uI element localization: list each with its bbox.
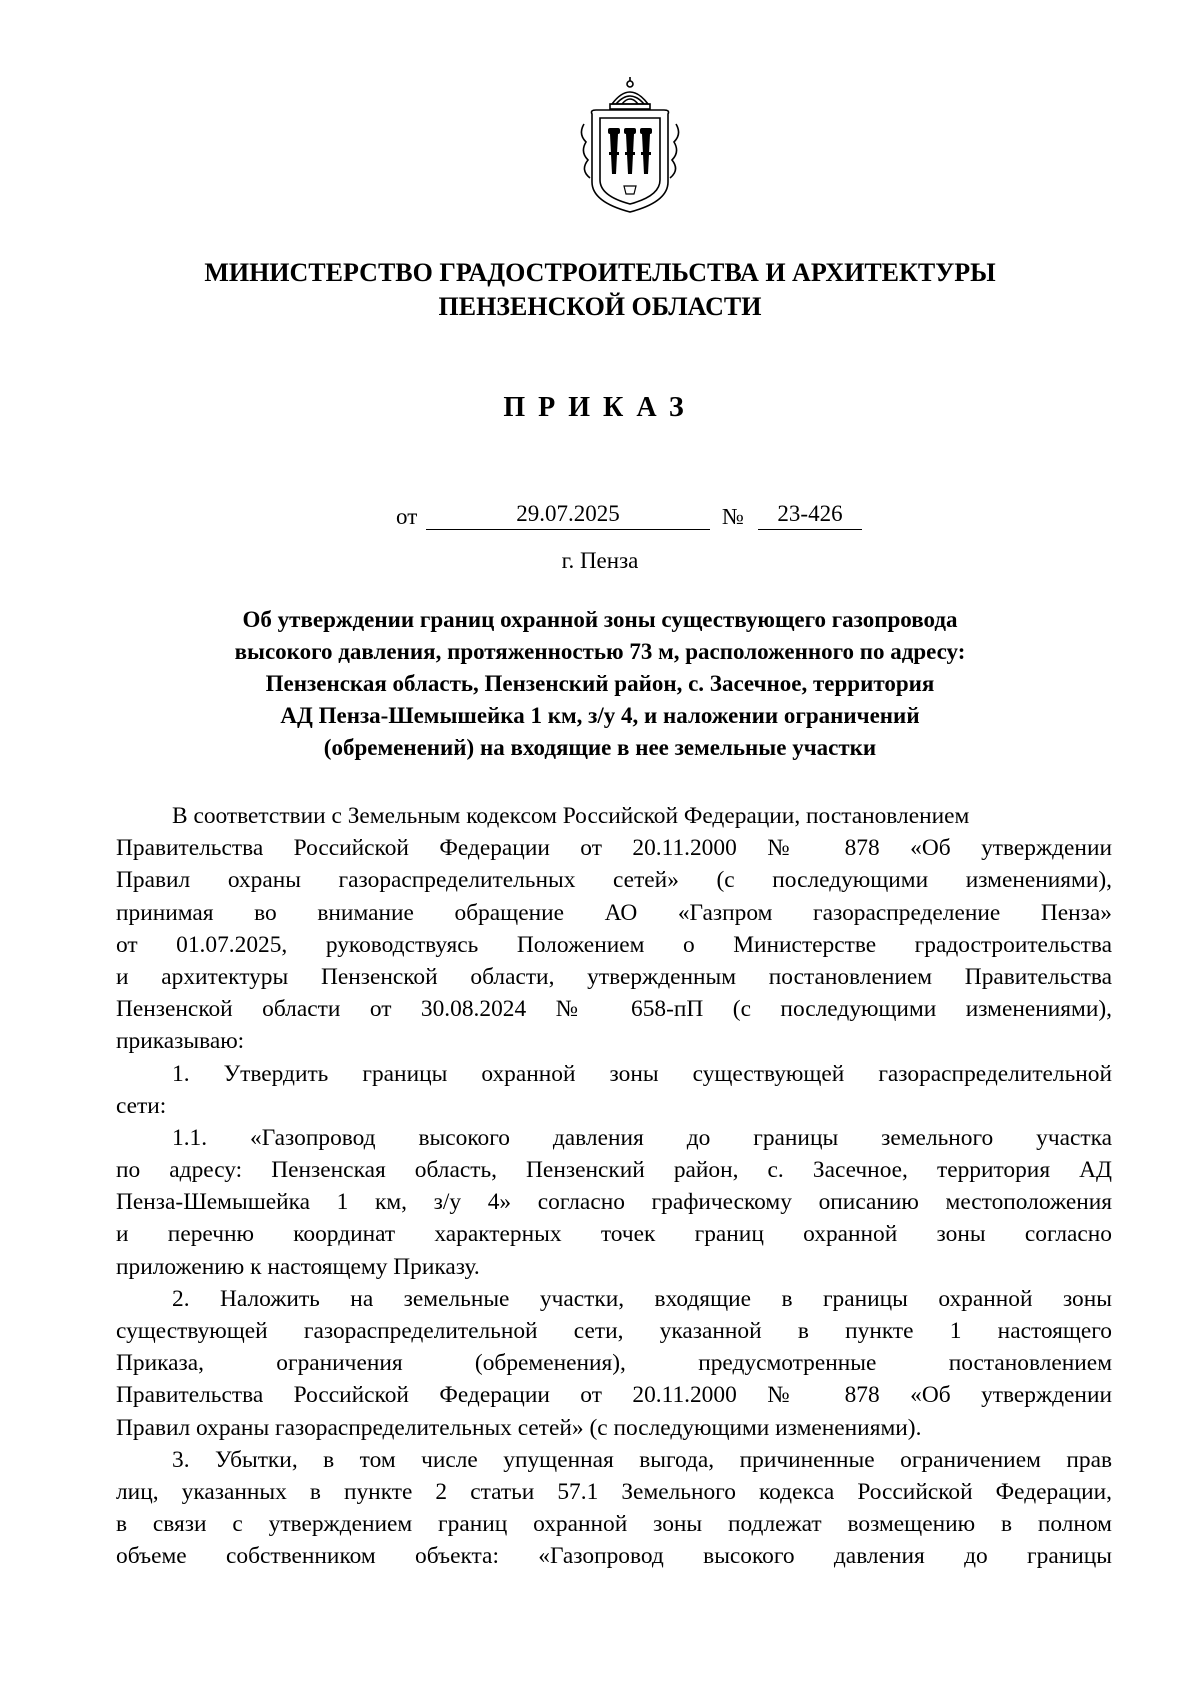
subject-line: (обременений) на входящие в нее земельные участки	[323, 735, 877, 760]
document-type-title: ПРИКАЗ	[503, 392, 697, 423]
ministry-name	[120, 256, 1080, 324]
body-line: Правил охраны газораспределительных сетей» (с последующими изменениями).	[116, 1414, 922, 1441]
subject-line: высокого давления, протяженностью 73 м, расположенного по адресу:	[234, 639, 966, 664]
date-label: от	[396, 504, 418, 529]
body-line: Пензенской области от 30.08.2024 № 658-пП (с последующими изменениями),	[116, 996, 1112, 1023]
document-date: 29.07.2025	[426, 499, 710, 530]
body-line: 1. Утвердить границы охранной зоны существующей газораспределительной	[172, 1060, 1112, 1087]
document-number: 23-426	[758, 499, 862, 530]
date-number-line	[396, 500, 866, 534]
document-city: г. Пенза	[561, 548, 639, 573]
subject-line: АД Пенза-Шемышейка 1 км, з/у 4, и наложении ограничений	[280, 703, 920, 728]
body-line: 1.1. «Газопровод высокого давления до границы земельного участка	[172, 1124, 1112, 1151]
body-line: 3. Убытки, в том числе упущенная выгода, причиненные ограничением прав	[172, 1446, 1112, 1473]
ministry-name-line2: ПЕНЗЕНСКОЙ ОБЛАСТИ	[438, 292, 762, 321]
body-line: В соответствии с Земельным кодексом Российской Федерации, постановлением	[172, 803, 970, 829]
body-line: по адресу: Пензенская область, Пензенский район, с. Засечное, территория АД	[116, 1157, 1112, 1184]
body-line: и архитектуры Пензенской области, утвержденным постановлением Правительства	[116, 963, 1112, 990]
body-line: Правительства Российской Федерации от 20.11.2000 № 878 «Об утверждении	[116, 835, 1112, 862]
subject-line: Пензенская область, Пензенский район, с. Засечное, территория	[265, 671, 935, 696]
body-line: объеме собственником объекта: «Газопровод высокого давления до границы	[116, 1543, 1112, 1570]
body-line: лиц, указанных в пункте 2 статьи 57.1 Земельного кодекса Российской Федерации,	[116, 1478, 1112, 1505]
body-line: сети:	[116, 1092, 167, 1119]
body-line: Приказа, ограничения (обременения), предусмотренные постановлением	[116, 1350, 1112, 1377]
body-line: и перечню координат характерных точек границ охранной зоны согласно	[116, 1221, 1112, 1248]
document-body	[116, 800, 1112, 1573]
ministry-name-line1: МИНИСТЕРСТВО ГРАДОСТРОИТЕЛЬСТВА И АРХИТЕКТУРЫ	[204, 258, 996, 287]
body-line: 2. Наложить на земельные участки, входящие в границы охранной зоны	[172, 1285, 1112, 1312]
subject-line: Об утверждении границ охранной зоны существующего газопровода	[242, 607, 958, 632]
body-line: от 01.07.2025, руководствуясь Положением о Министерстве градостроительства	[116, 931, 1112, 958]
coat-of-arms-emblem	[570, 74, 690, 214]
number-label: №	[722, 504, 744, 529]
body-line: Пенза-Шемышейка 1 км, з/у 4» согласно графическому описанию местоположения	[116, 1189, 1112, 1216]
coat-of-arms-icon	[570, 74, 690, 214]
document-subject	[150, 604, 1050, 764]
body-line: Правил охраны газораспределительных сетей» (с последующими изменениями),	[116, 867, 1112, 894]
body-line: Правительства Российской Федерации от 20.11.2000 № 878 «Об утверждении	[116, 1382, 1112, 1409]
body-line: в связи с утверждением границ охранной зоны подлежат возмещению в полном	[116, 1511, 1112, 1538]
body-line: существующей газораспределительной сети, указанной в пункте 1 настоящего	[116, 1318, 1112, 1344]
body-line: принимая во внимание обращение АО «Газпром газораспределение Пенза»	[116, 899, 1112, 926]
body-line: приказываю:	[116, 1028, 245, 1055]
body-line: приложению к настоящему Приказу.	[116, 1253, 480, 1280]
